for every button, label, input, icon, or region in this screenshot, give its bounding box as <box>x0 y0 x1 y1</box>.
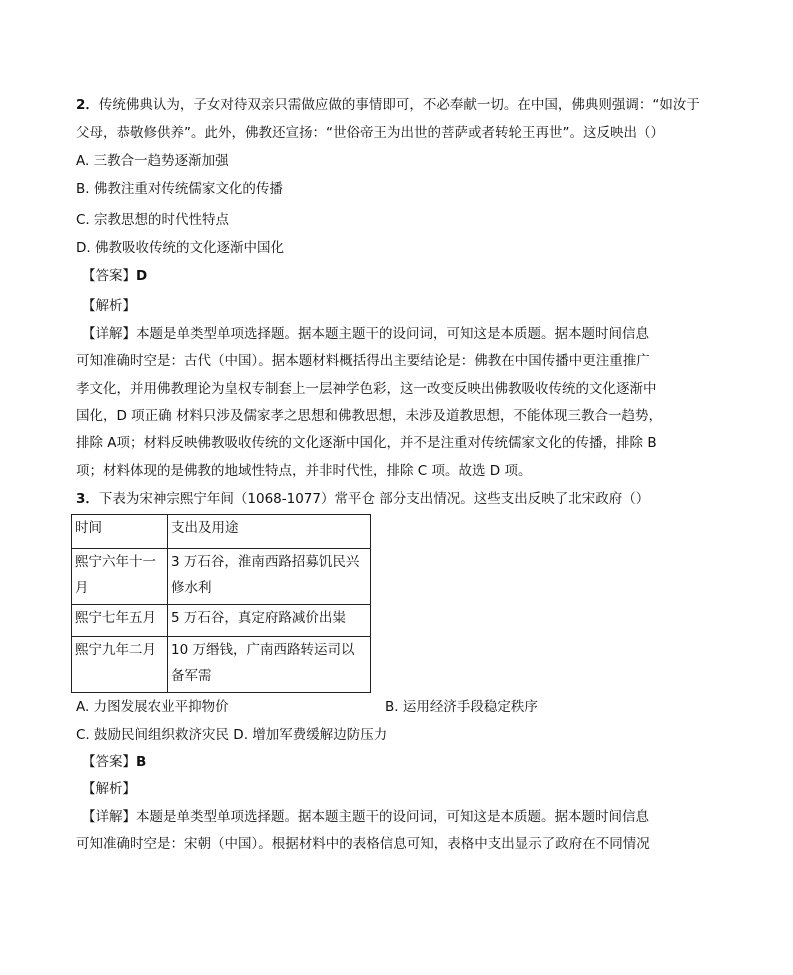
q2-option-d: D. 佛教吸收传统的文化逐渐中国化 <box>76 240 284 256</box>
q2-answer <box>82 267 147 285</box>
table-cell-text: 熙宁六年十一月 <box>75 554 156 596</box>
table-header-row <box>72 515 371 549</box>
q3-answer-value: B <box>136 754 147 770</box>
q3-number: 3． <box>76 491 99 507</box>
q2-detail-line-5: 排除 A项；材料反映佛教吸收传统的文化逐渐中国化，并不是注重对传统儒家文化的传播，排除 B <box>76 435 657 451</box>
q2-answer-value: D <box>136 268 148 284</box>
q3-option-a: A. 力图发展农业平抑物价 <box>76 699 229 715</box>
q3-stem <box>76 490 649 508</box>
table-header-time: 时间 <box>72 515 168 549</box>
table-header-use: 支出及用途 <box>168 515 371 549</box>
table-cell <box>168 637 371 693</box>
q2-stem-text-1: 传统佛典认为，子女对待双亲只需做应做的事情即可，不必奉献一切。在中国，佛典则强调：“如汝于 <box>98 97 700 113</box>
table-cell-text: 10 万缗钱，广南西路转运司以备军需 <box>171 642 355 684</box>
q2-option-c: C. 宗教思想的时代性特点 <box>76 212 230 228</box>
table-cell <box>168 605 371 637</box>
table-cell <box>72 605 168 637</box>
table-cell-text: 熙宁七年五月 <box>75 610 156 626</box>
q3-option-b: B. 运用经济手段稳定秩序 <box>385 699 538 715</box>
table-cell-text: 熙宁九年二月 <box>75 642 156 658</box>
table-row <box>72 605 371 637</box>
q2-number: 2． <box>76 97 99 113</box>
q3-expenditure-table <box>71 514 371 693</box>
table-cell <box>168 549 371 605</box>
q2-option-a: A. 三教合一趋势逐渐加强 <box>76 153 229 169</box>
table-cell-text: 5 万石谷，真定府路减价出粜 <box>171 610 346 626</box>
q3-detail-line-1: 【详解】本题是单类型单项选择题。据本题主题干的设问词，可知这是本质题。据本题时间信息 <box>82 809 649 825</box>
table-cell <box>72 549 168 605</box>
q2-detail-line-1: 【详解】本题是单类型单项选择题。据本题主题干的设问词，可知这是本质题。据本题时间信息 <box>82 326 649 342</box>
q3-answer <box>82 753 146 771</box>
q3-stem-text: 下表为宋神宗熙宁年间（1068-1077）常平仓 部分支出情况。这些支出反映了北宋政府（） <box>98 491 650 507</box>
q3-answer-label: 【答案】 <box>82 754 136 770</box>
q2-stem-line-1 <box>76 96 700 114</box>
q2-option-b: B. 佛教注重对传统儒家文化的传播 <box>76 181 283 197</box>
q3-analysis-label: 【解析】 <box>82 781 136 797</box>
q2-detail-line-6: 项；材料体现的是佛教的地域性特点，并非时代性，排除 C 项。故选 D 项。 <box>76 463 532 479</box>
q2-detail-line-3: 孝文化，并用佛教理论为皇权专制套上一层神学色彩，这一改变反映出佛教吸收传统的文化逐渐中 <box>76 381 657 397</box>
q2-answer-label: 【答案】 <box>82 268 136 284</box>
table-cell-text: 3 万石谷，淮南西路招募饥民兴修水利 <box>171 554 360 596</box>
table-row <box>72 637 371 693</box>
q2-detail-line-4: 国化，D 项正确 材料只涉及儒家孝之思想和佛教思想，未涉及道教思想，不能体现三教合一趋势， <box>76 408 662 424</box>
q3-option-cd: C. 鼓励民间组织救济灾民 D. 增加军费缓解边防压力 <box>76 727 388 743</box>
q2-analysis-label: 【解析】 <box>82 298 136 314</box>
q3-detail-line-2: 可知准确时空是：宋朝（中国）。根据材料中的表格信息可知，表格中支出显示了政府在不同情况 <box>76 836 650 852</box>
q2-detail-line-2: 可知准确时空是：古代（中国）。据本题材料概括得出主要结论是：佛教在中国传播中更注重推广 <box>76 353 650 369</box>
table-cell <box>72 637 168 693</box>
q2-stem-line-2: 父母，恭敬修供养”。此外，佛教还宣扬：“世俗帝王为出世的菩萨或者转轮王再世”。这反映出（） <box>76 125 664 141</box>
table-row <box>72 549 371 605</box>
